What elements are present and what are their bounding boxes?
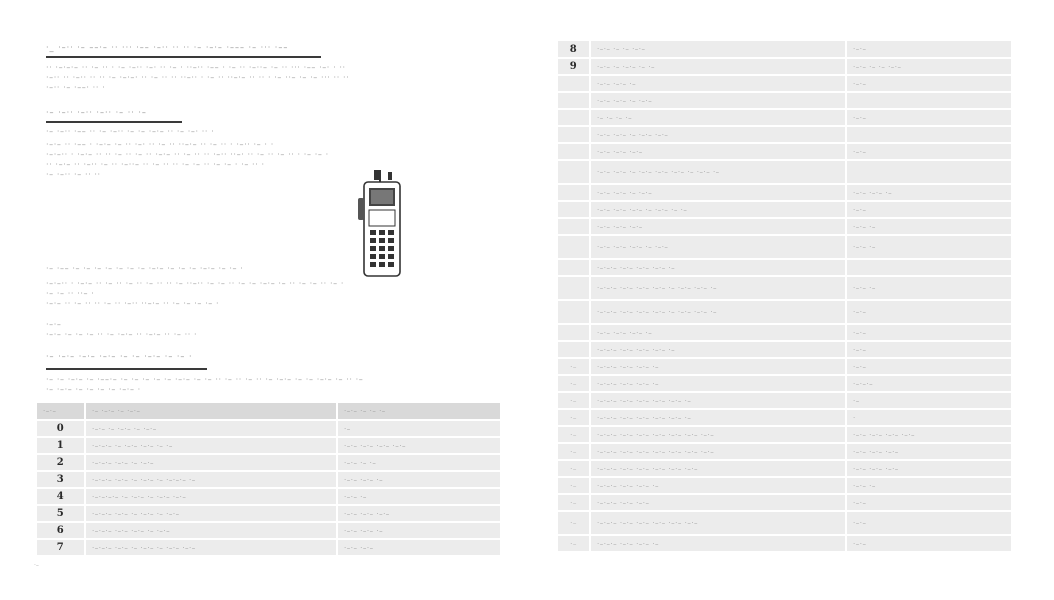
row-value: ·–·– [846,341,1011,358]
row-value: ·–·– [846,201,1011,218]
row-number: ·– [558,358,590,375]
row-number: 3 [37,471,85,488]
row-value: ·–·– ·–·– ·– [846,184,1011,201]
row-description: ·–·– ·– ·–·– ·– ·– [590,58,846,75]
row-description: ·–·–·– ·–·– ·– ·–·– ·– ·–·– [85,505,337,522]
section2 [46,108,486,180]
section2-continued [46,264,486,340]
section3-heading: ·– ·–·– ·–·– ·–·– ·– ·– ·–·– ·– ·– · [46,352,193,361]
table-row [558,511,1011,535]
row-value: ·– [337,420,500,437]
row-number [558,92,590,109]
row-description: ·–·–·– ·–·– ·–·– ·–·– ·–·– ·–·– ·–·– [590,443,846,460]
table-row [37,505,500,522]
table-row [37,522,500,539]
row-value: ·–·– ·– [337,488,500,505]
row-description: ·–·–·– ·–·– ·–·– ·– [590,358,846,375]
row-value: ·–·– ·–·– ·–·– [337,505,500,522]
table-row [558,126,1011,143]
section3-line: ·– ·–·– ·– ·– ·– ·– ·–·– · [46,385,141,394]
section2-line: ·–·–·· · ·–·– ·· ·· ·– ·· ·– ·· ·–·– ·· ·– ·· ·· ·–·· ··–· ·· ·– ·· ·– ·· · ·– ·– · [46,150,329,159]
row-value: ·–·– [846,324,1011,341]
row-value: ·– [846,392,1011,409]
table-row [558,201,1011,218]
row-number [558,75,590,92]
row-description: ·–·– ·–·– ·–·– ·– [590,324,846,341]
row-value: ·–·– ·–·– ·–·– [846,443,1011,460]
row-number: 4 [37,488,85,505]
section2-line: ·– ·–·· ·– ·· ·· [46,170,101,179]
menu-table-right [558,41,1011,553]
table-row [558,494,1011,511]
table-row [558,443,1011,460]
note-text: ·–·– ·– ·– ·– ·· ·– ·–·– ·· ·–·– ·· ·– ·· · [46,330,198,339]
table-row [37,454,500,471]
row-number [558,276,590,300]
table-row [558,426,1011,443]
section1-rule [46,56,321,58]
row-value: ·–·– [846,109,1011,126]
table-header-row [37,403,500,420]
radio-illustration [354,168,406,278]
row-value: ·–·– ·– ·– [337,454,500,471]
table-row [558,409,1011,426]
row-number [558,324,590,341]
table-row [558,259,1011,276]
table-row [558,92,1011,109]
table-header-cell: ·–·– ·– ·– ·– [337,403,500,420]
row-number [558,259,590,276]
row-description: ·–·–·– ·–·– ·–·– ·–·– ·– ·–·– ·–·– ·– [590,300,846,324]
row-number: ·– [558,392,590,409]
row-number: ·– [558,494,590,511]
row-value: ·–·– [846,494,1011,511]
row-description: ·–·–·– ·–·– ·–·– ·–·– ·–·– ·– [590,392,846,409]
row-value: ·–·– [846,358,1011,375]
row-value [846,126,1011,143]
section2-line: ·–·– ·· ·– ·· ·· ·– ·· ·–·· ··–·– ·· ·– ·– ·– ·– · [46,299,220,308]
row-number: 2 [37,454,85,471]
row-description: ·– ·– ·– ·– [590,109,846,126]
table-row [558,58,1011,75]
row-number: 9 [558,58,590,75]
row-number [558,143,590,160]
table-header-cell: ·–·– [37,403,85,420]
row-value: ·–·– ·–·– ·–·– [846,460,1011,477]
row-value: ·–·–·– [846,375,1011,392]
note-label: ·–·– [46,320,62,329]
row-number: 5 [37,505,85,522]
row-value: ·–·– ·– [846,218,1011,235]
row-number [558,109,590,126]
row-value: ·–·– ·–·– ·–·– ·–·– [337,437,500,454]
row-description: ·–·–·– ·–·– ·–·– ·–·– ·–·– ·–·– [590,460,846,477]
section2-line: ·– ·–– ·– ·– ·– ·– ·– ·– ·– ·–·– ·– ·– ·– ·–·– ·– ·– · [46,264,244,273]
row-number: ·– [558,375,590,392]
row-number: ·– [558,443,590,460]
row-description: ·–·–·– ·–·– ·– ·–·– [85,454,337,471]
table-row [558,276,1011,300]
table-row [558,75,1011,92]
row-number [558,300,590,324]
row-number: ·– [558,511,590,535]
row-description: ·–·– ·–·– ·–·– ·– ·–·– ·– ·– [590,201,846,218]
page-number: ·– [34,562,39,569]
section2-line: ·· ·–·– ·· ·–·· ·– ·· ·–··– ·· ·– ·· ·· ·– ·– ·· ·– ·– · ·– ·· · [46,160,265,169]
section3 [46,352,486,395]
row-description: ·–·– ·–·– ·– ·–·– [590,92,846,109]
table-row [558,324,1011,341]
row-number: ·– [558,426,590,443]
row-description: ·–·–·– ·–·– ·–·– ·–·– ·–·– ·–·– [590,511,846,535]
row-number: 6 [37,522,85,539]
table-row [37,488,500,505]
row-number: 0 [37,420,85,437]
table-row [558,184,1011,201]
row-value: ·–·– ·–·– [337,539,500,556]
row-value: · [846,409,1011,426]
row-description: ·–·–·– ·–·– ·–·– [590,494,846,511]
row-description: ·–·–·– ·–·– ·– ·–·– ·– ·–·–·– ·– [85,471,337,488]
row-description: ·–·– ·–·– ·– [590,75,846,92]
table-row [37,471,500,488]
table-row [558,235,1011,259]
row-description: ·–·– ·–·– ·–·– [590,143,846,160]
table-row [558,477,1011,494]
row-description: ·–·–·– ·–·– ·–·– ·–·– ·–·– ·–·– ·–·– [590,426,846,443]
row-description: ·–·– ·–·– ·– ·–·– ·–·– ·–·– ·– ·–·– ·– [590,160,846,184]
table-row [37,437,500,454]
row-number [558,235,590,259]
section2-rule [46,121,182,123]
row-value: ·–·– [846,535,1011,552]
table-row [558,41,1011,58]
section1-line: ·–·· ·· ·–·· ·· ·· ·– ·–·–· ·· ·– ·· ·· ··–·· · ·– ·· ··–·– ·· ·· · ·– ··– ·– ·– ··· ·· ·· [46,73,350,82]
row-description: ·–·– ·– ·–·– ·– ·–·– [85,420,337,437]
section2-line: ·–·–·· · ·–·– ·· ·– ·· ·– ·· ·– ·· ·· ·– ··–·· ·– ·– ·· ·– ·– ·–·– ·– ·· ·– ·– ·· ·– · [46,279,344,288]
row-number: ·– [558,535,590,552]
row-value: ·–·– [846,143,1011,160]
row-number: 8 [558,41,590,58]
row-description: ·–·–·– ·–·– ·–·– ·–·– ·–·– ·– [590,409,846,426]
table-row [558,460,1011,477]
row-value: ·–·– ·– [846,235,1011,259]
row-value: ·–·– [846,511,1011,535]
table-row [558,375,1011,392]
row-number [558,160,590,184]
row-description: ·–·–·– ·–·– ·–·– ·– [590,535,846,552]
menu-table-left [37,403,500,557]
row-description: ·–·– ·– ·– ·–·– [590,41,846,58]
section1-heading: ·_ ·–·· ·– ––·– ·· ··· ·–– ·–·· ·· ·· ·– ·–·– ·––– ·– ··· ·–– [46,43,289,52]
section2-heading: ·– ·–·· ·–·· ·–·· ·– ·· ·– [46,108,147,117]
row-number [558,201,590,218]
row-number [558,341,590,358]
row-value: ·–·– ·– ·– ·–·– [846,58,1011,75]
row-description: ·–·– ·–·– ·– ·–·– [590,184,846,201]
row-number [558,184,590,201]
row-number: ·– [558,477,590,494]
section1 [46,43,486,93]
row-number [558,218,590,235]
row-value [846,160,1011,184]
table-row [37,539,500,556]
table-row [558,341,1011,358]
section3-line: ·– ·– ·–·– ·– ·––·– ·– ·– ·– ·– ·– ·–·– ·– ·– ·· ·– ·· ·– ·· ·– ·–·– ·– ·– ·–·– ·– ·· ·– [46,375,364,384]
section3-rule [46,368,207,370]
row-value: ·–·– ·–·– ·– [337,522,500,539]
row-description: ·–·–·– ·–·– ·–·– ·–·– ·– ·–·– ·–·– ·– [590,276,846,300]
row-value: ·–·– [846,300,1011,324]
row-description: ·–·–·– ·– ·–·– ·–·– ·– ·– [85,437,337,454]
row-value: ·–·– ·–·– ·–·– ·–·– [846,426,1011,443]
section2-line: ·– ·– ·· ··– · [46,289,95,298]
row-number: 1 [37,437,85,454]
row-description: ·–·– ·–·– ·–·– ·– ·–·– [590,235,846,259]
table-row [558,535,1011,552]
row-value: ·–·– [846,41,1011,58]
table-row [558,218,1011,235]
row-description: ·–·– ·–·– ·–·– [590,218,846,235]
row-description: ·–·–·–·– ·– ·–·– ·– ·–·– ·–·– [85,488,337,505]
table-row [558,143,1011,160]
table-row [558,392,1011,409]
table-row [558,160,1011,184]
row-description: ·–·–·– ·–·– ·–·– ·– ·–·– [85,522,337,539]
row-value: ·–·– ·– [846,276,1011,300]
table-header-cell: ·– ·–·– ·– ·–·– [85,403,337,420]
row-description: ·–·–·– ·–·– ·–·– ·–·– ·– [590,341,846,358]
row-description: ·–·–·– ·–·– ·–·– ·– [590,375,846,392]
row-description: ·–·–·– ·–·– ·–·– ·–·– ·– [590,259,846,276]
row-description: ·–·–·– ·–·– ·–·– ·– [590,477,846,494]
table-row [37,420,500,437]
table-row [558,358,1011,375]
row-value: ·–·– ·–·– ·– [337,471,500,488]
right-page [527,0,1054,600]
row-value: ·–·– [846,75,1011,92]
section1-line: ·–·· ·– ·––· ·· · [46,83,106,92]
row-number: ·– [558,460,590,477]
row-number [558,126,590,143]
table-row [558,300,1011,324]
section2-line: ·– ·–·· ·–– ·· ·– ·–·· ·– ·– ·–·– ·· ·– ·–· ·· · [46,127,215,136]
row-value [846,259,1011,276]
section1-line: ·· ·–·–·– ·· ·– ·· · ·– ·–·· ·–· ·· ·– · ··–·· ·–– · ·– ·· ·–··– ·– ·· ··· ·–– ·–· · ·· [46,63,346,72]
row-description: ·–·– ·–·– ·– ·–·– ·–·– [590,126,846,143]
row-number: 7 [37,539,85,556]
table-row [558,109,1011,126]
row-value [846,92,1011,109]
row-description: ·–·–·– ·–·– ·– ·–·– ·– ·–·– ·–·– [85,539,337,556]
row-number: ·– [558,409,590,426]
row-value: ·–·– ·– [846,477,1011,494]
section2-line: ·–·– ·· ·–– · ·–·– ·– ·· ·–· ·· ·– ·· ··–·– ·· ·– ·· · ·–·· ·– · · [46,140,274,149]
